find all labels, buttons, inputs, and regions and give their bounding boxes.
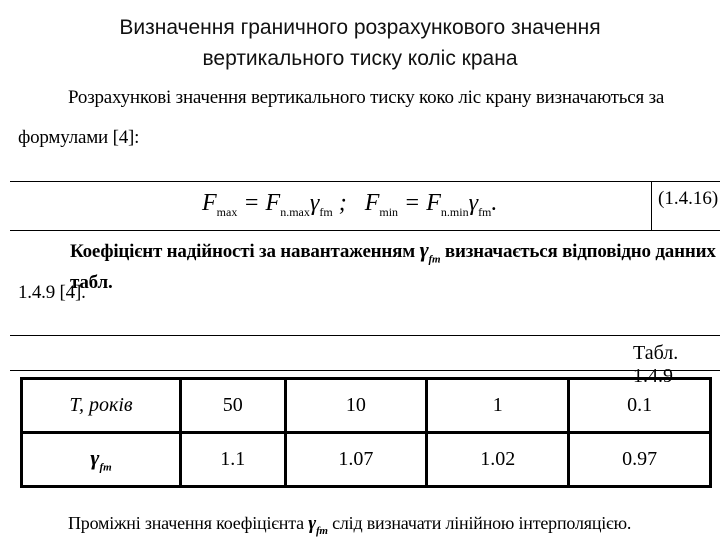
table-cell: 1.1 xyxy=(181,433,286,487)
table-cell: 0.97 xyxy=(569,433,711,487)
formula-gamma-2: $\gamma_{fm}$ xyxy=(468,190,492,219)
table-label: Табл. 1.4.9 xyxy=(633,342,679,387)
gamma-fm-symbol: $\gamma_{fm}$ xyxy=(419,237,441,266)
formula-F-nmin: $F_{n.min}$ xyxy=(426,190,469,219)
formula-top-rule xyxy=(10,181,720,182)
table-label-top-rule xyxy=(10,335,720,336)
formula-period: . xyxy=(491,190,498,216)
equation-number: (1.4.16) xyxy=(658,188,719,209)
formula-F-min: $F_{min}$ xyxy=(364,190,399,219)
table-cell: 0.1 xyxy=(569,379,711,433)
paragraph-2-line2: 1.4.9 [4]. xyxy=(18,282,86,303)
formula-semicolon: ; xyxy=(338,190,347,216)
coefficient-table xyxy=(20,377,712,488)
formula-bottom-rule xyxy=(10,230,720,231)
paragraph-1-line2: формулами [4]: xyxy=(18,127,140,148)
table-row xyxy=(22,379,711,433)
table-header-period: T, років xyxy=(22,379,181,433)
paragraph-2-text-after: визначається відповідно данних табл. xyxy=(70,241,716,294)
formula-1-4-16 xyxy=(202,190,497,220)
paragraph-2-line1 xyxy=(70,238,720,295)
slide-title-line2: вертикального тиску коліс крана xyxy=(202,47,518,70)
formula-F-max: $F_{max}$ xyxy=(202,190,238,219)
table-header-gamma: $\gamma_{fm}$ xyxy=(22,433,181,487)
slide-title xyxy=(20,12,700,74)
table-cell: 1.02 xyxy=(427,433,569,487)
table-row xyxy=(22,433,711,487)
gamma-fm-symbol: $\gamma_{fm}$ xyxy=(308,513,328,537)
table-cell: 10 xyxy=(285,379,427,433)
table-cell: 1 xyxy=(427,379,569,433)
slide-title-line1: Визначення граничного розрахункового значення xyxy=(119,16,601,39)
formula-gamma-1: $\gamma_{fm}$ xyxy=(309,190,333,219)
formula-equals-2: = xyxy=(404,190,421,216)
paragraph-1-line1: Розрахункові значення вертикального тиску коко ліс крану визначаються за xyxy=(68,87,665,108)
table-label-bottom-rule xyxy=(10,370,720,371)
formula-equals-1: = xyxy=(243,190,260,216)
table-cell: 1.07 xyxy=(285,433,427,487)
paragraph-3-text-before: Проміжні значення коефіцієнта xyxy=(68,513,304,533)
paragraph-3-text-after: слід визначати лінійною інтерполяцією. xyxy=(332,513,632,533)
paragraph-2-text-before: Коефіцієнт надійності за навантаженням xyxy=(70,241,415,262)
table-cell: 50 xyxy=(181,379,286,433)
paragraph-3 xyxy=(68,511,631,543)
formula-F-nmax: $F_{n.max}$ xyxy=(265,190,310,219)
formula-number-divider xyxy=(651,181,652,230)
